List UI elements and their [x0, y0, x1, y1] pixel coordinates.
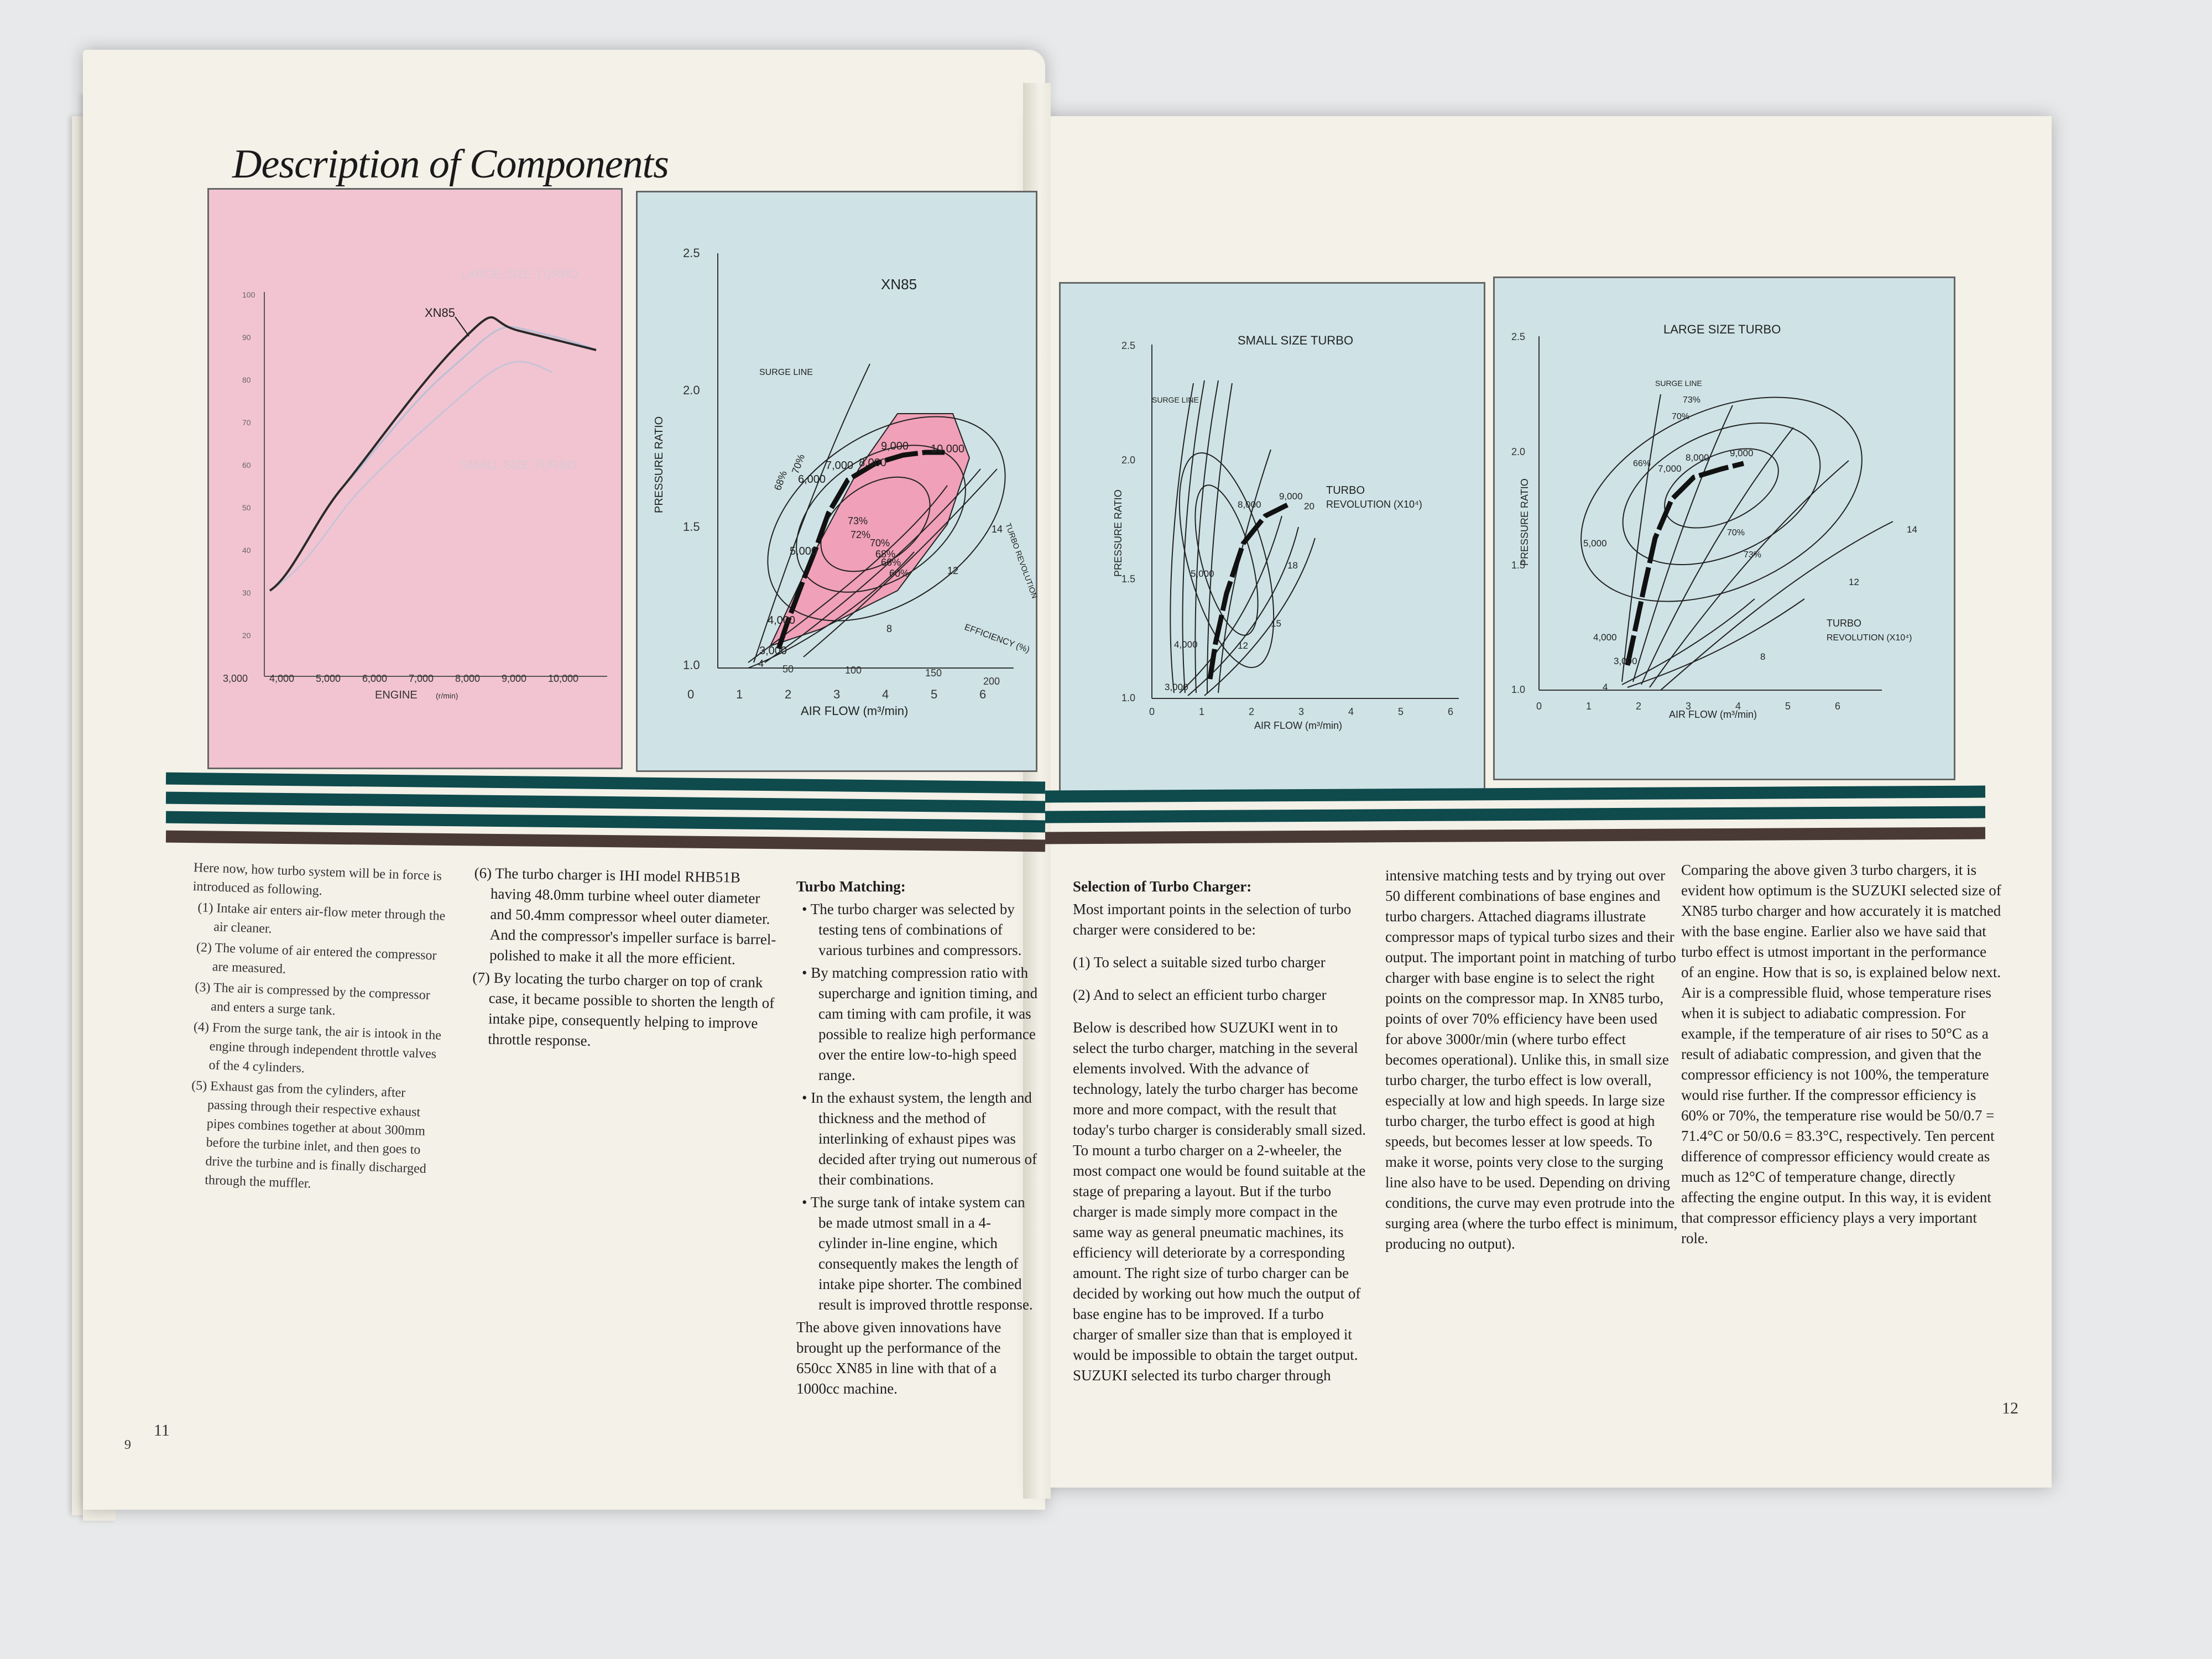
engine-y-tick: 60: [242, 461, 251, 469]
large-eff-label: 66%: [1633, 459, 1651, 468]
small-x-tick: 3: [1298, 706, 1305, 717]
small-turbo-label: TURBO: [1326, 484, 1365, 497]
col2-para: (6) The turbo charger is IHI model RHB51B having 48.0mm turbine wheel outer diameter and 50.4mm compressor wheel outer diameter. And the compressor's impeller surface is barrel-polished to make it all the more efficient.: [474, 864, 776, 968]
engine-x-tick: 9,000: [502, 673, 527, 684]
small-rev-label: 18: [1287, 560, 1298, 571]
engine-y-tick: 40: [242, 546, 251, 555]
xn85-x-tick: 2: [785, 687, 792, 701]
xn85-y-tick: 1.0: [683, 658, 700, 672]
xn85-efficiency-label: 68%: [771, 469, 790, 492]
large-eff-label: 70%: [1672, 412, 1690, 421]
large-x-tick: 6: [1835, 701, 1841, 712]
small-y-tick: 1.5: [1121, 573, 1136, 585]
engine-y-tick: 100: [242, 290, 255, 299]
col3-bullet-text: The surge tank of intake system can be made utmost small in a 4-cylinder in-line engine, which consequently makes the length of intake pipe shorter. The combined result is improved throttle response.: [810, 1194, 1033, 1313]
col1-para: (5) Exhaust gas from the cylinders, after passing through their respective exhaust pipes combines together at about 300mm before the turbine inlet, and then goes to drive the turbine and is finally discharged through the muffler.: [191, 1078, 427, 1191]
small-x-tick: 1: [1199, 706, 1205, 717]
large-rev-label: 8: [1760, 651, 1766, 662]
small-surge-label: SURGE LINE: [1152, 395, 1199, 404]
page-number-right: 12: [2002, 1399, 2018, 1417]
large-rpm-label: 4,000: [1593, 632, 1617, 643]
xn85-x-tick: 0: [687, 687, 695, 701]
small-x-tick: 5: [1398, 706, 1404, 717]
engine-y-tick: 20: [242, 631, 251, 640]
xn85-rpm-label: 5,000: [790, 545, 818, 557]
text-column-2: [466, 863, 779, 1057]
xn85-efficiency-label: 70%: [870, 538, 890, 549]
xn85-x-tick: 4: [882, 687, 889, 701]
text-column-5: [1385, 865, 1678, 1256]
large-turbo-map: [1495, 278, 1954, 779]
large-x-label: AIR FLOW (m³/min): [1669, 709, 1757, 720]
large-x-tick: 5: [1785, 701, 1791, 712]
xn85-rev-label: 12: [947, 565, 959, 576]
xn85-y-tick: 2.0: [683, 383, 700, 397]
small-rev-label: 20: [1304, 501, 1314, 512]
small-turbo-label: SMALL SIZE TURBO: [461, 458, 577, 472]
col3-bullet: • In the exhaust system, the length and thickness and the method of interlinking of exhaust pipes was decided after trying out numerous of their combinations.: [802, 1089, 1037, 1188]
xn85-surge-label: SURGE LINE: [759, 368, 813, 377]
col3-bullet-text: The turbo charger was selected by testing tens of combinations of various turbines and compressors.: [810, 901, 1022, 958]
engine-x-tick: 4,000: [269, 673, 295, 684]
xn85-y-tick: 1.5: [683, 520, 700, 534]
engine-x-unit: (r/min): [436, 691, 458, 700]
xn85-efficiency-label: 66%: [881, 557, 901, 568]
engine-x-tick: 10,000: [548, 673, 579, 684]
page-number-underneath: 9: [124, 1438, 131, 1452]
xn85-x-tick: 1: [736, 687, 743, 701]
small-x-tick: 0: [1149, 706, 1155, 717]
large-eff-label: 73%: [1744, 550, 1762, 560]
small-rev-label: 12: [1238, 640, 1248, 651]
xn85-efficiency-label: 72%: [851, 529, 871, 540]
large-rpm-label: 9,000: [1730, 448, 1754, 458]
large-rpm-label: 5,000: [1583, 538, 1607, 549]
xn85-efficiency-label: 73%: [848, 515, 868, 526]
large-turbo-map-panel: [1493, 276, 1955, 780]
xn85-map-title: XN85: [881, 276, 917, 293]
text-column-1: [182, 858, 454, 1200]
large-x-tick: 1: [1586, 701, 1592, 712]
col1-para: (3) The air is compressed by the compressor and enters a surge tank.: [195, 980, 431, 1019]
xn85-rpm-label: 4,000: [768, 614, 796, 627]
small-x-label: AIR FLOW (m³/min): [1254, 720, 1342, 731]
large-turbo-label: LARGE SIZE TURBO: [461, 267, 578, 281]
xn85-rpm-label: 8,000: [859, 457, 887, 469]
small-rpm-label: 5,000: [1191, 568, 1214, 579]
text-column-3: [796, 877, 1040, 1401]
col4-intro: Most important points in the selection of turbo charger were considered to be:: [1073, 901, 1352, 938]
col3-bullet-text: By matching compression ratio with supercharge and ignition timing, and cam timing with cam profile, it was possible to realize high performance over the entire low-to-high speed range.: [811, 964, 1038, 1083]
xn85-rpm-label: 9,000: [881, 440, 909, 452]
large-rpm-label: 8,000: [1686, 452, 1709, 463]
col2-para: (7) By locating the turbo charger on top of crank case, it became possible to shorten the length of intake pipe, consequently helping to improve throttle response.: [472, 969, 775, 1050]
xn85-efficiency-label: 70%: [789, 452, 807, 476]
xn85-y-label: PRESSURE RATIO: [653, 416, 665, 513]
col3-closing: The above given innovations have brought up the performance of the 650cc XN85 in line with that of a 1000cc machine.: [796, 1319, 1001, 1397]
engine-x-tick: 8,000: [455, 673, 481, 684]
engine-y-tick: 90: [242, 333, 251, 342]
large-x-tick: 4: [1735, 701, 1741, 712]
engine-y-tick: 50: [242, 503, 251, 512]
small-rpm-label: 3,000: [1165, 682, 1188, 692]
col4-point: (1) To select a suitable sized turbo charger: [1073, 954, 1326, 971]
xn85-x-tick: 5: [931, 687, 938, 701]
xn85-map-panel: [636, 191, 1040, 772]
large-rev-label: REVOLUTION (X10⁴): [1827, 633, 1912, 643]
large-turbo-label: TURBO: [1827, 618, 1861, 629]
col3-bullet: • The turbo charger was selected by testing tens of combinations of various turbines and compressors.: [802, 901, 1022, 958]
engine-chart: [209, 190, 621, 768]
engine-chart-panel: [207, 188, 623, 769]
large-surge-label: SURGE LINE: [1655, 379, 1702, 388]
col4-body: Below is described how SUZUKI went in to select the turbo charger, matching in the several elements involved. With the advance of technology, lately the turbo charger has become more and more compact, with the result that today's turbo charger is considerably small sized. To mount a turbo charger on a 2-wheeler, the most compact one would be found suitable at the stage of preparing a layout. But if the turbo charger is made simply more compact in the same way as general pneumatic machines, its efficiency will deteriorate by a corresponding amount. The right size of turbo charger can be decided by working out how much the output of base engine has to be improved. If a turbo charger of smaller size than that is employed it would be impossible to obtain the target output. SUZUKI selected its turbo charger through: [1073, 1019, 1366, 1384]
xn85-x2-tick: 200: [983, 676, 1000, 687]
col3-bullet: • The surge tank of intake system can be made utmost small in a 4-cylinder in-line engine, which consequently makes the length of intake pipe shorter. The combined result is improved throttle response.: [802, 1194, 1033, 1313]
large-map-title: LARGE SIZE TURBO: [1663, 322, 1781, 336]
col1-para: (2) The volume of air entered the compressor are measured.: [196, 940, 437, 977]
small-turbo-map: [1061, 284, 1484, 792]
large-x-tick: 0: [1536, 701, 1542, 712]
small-rpm-label: 8,000: [1238, 499, 1261, 510]
large-rev-label: 14: [1907, 524, 1917, 535]
col5-body: intensive matching tests and by trying out over 50 different combinations of base engines and turbo chargers. Attached diagrams illustrate compressor maps of typical turbo sizes and their output. The important point in matching of turbo charger with base engine is to select the right points on the compressor map. In XN85 turbo, points of over 70% efficiency have been used for above 3000r/min (where turbo effect becomes operational). Unlike this, in small size turbo charger, the turbo effect is low overall, especially at low and high speeds. In large size turbo charger, the turbo effect is good at high speeds, but becomes lesser at low speeds. To make it worse, points very close to the surging line also have to be used. Depending on driving conditions, the curve may even protrude into the surging area (where the turbo effect is minimum, producing no output).: [1385, 867, 1678, 1252]
section-heading: Description of Components: [232, 142, 669, 187]
small-turbo-map-panel: [1059, 282, 1485, 794]
col3-bullet: • By matching compression ratio with supercharge and ignition timing, and cam timing with cam profile, it was possible to realize high performance over the entire low-to-high speed range.: [802, 964, 1038, 1083]
xn85-x-tick: 3: [833, 687, 841, 701]
text-column-4: [1073, 877, 1371, 1388]
large-rpm-label: 3,000: [1614, 656, 1637, 666]
small-x-tick: 6: [1448, 706, 1454, 717]
xn85-efficiency-label: 60%: [889, 568, 910, 579]
xn85-rev-label: 4: [758, 658, 764, 669]
xn85-efficiency-label: 68%: [875, 549, 896, 560]
xn85-rpm-label: 3,000: [759, 645, 787, 657]
large-x-tick: 3: [1686, 701, 1692, 712]
small-y-tick: 2.5: [1121, 340, 1136, 351]
col3-bullet-text: In the exhaust system, the length and thickness and the method of interlinking of exhaust pipes was decided after trying out numerous of their combinations.: [811, 1089, 1037, 1188]
large-rpm-label: 7,000: [1658, 463, 1682, 474]
large-y-label: PRESSURE RATIO: [1519, 478, 1530, 566]
small-rpm-label: 4,000: [1174, 639, 1198, 650]
col1-para: (4) From the surge tank, the air is intook in the engine through independent throttle valves of the 4 cylinders.: [193, 1020, 442, 1076]
small-x-tick: 4: [1348, 706, 1354, 717]
xn85-rpm-label: 10,000: [931, 443, 965, 455]
engine-y-tick: 70: [242, 418, 251, 427]
small-y-label: PRESSURE RATIO: [1113, 489, 1124, 577]
xn85-x-tick: 6: [979, 687, 987, 701]
xn85-x2-tick: 100: [845, 665, 862, 676]
col6-body: Comparing the above given 3 turbo chargers, it is evident how optimum is the SUZUKI selected size of XN85 turbo charger and how accurately it is matched with the base engine. Earlier also we have said that turbo effect is utmost important in the performance of an engine. How that is so, is explained below next. Air is a compressible fluid, whose temperature rises when it is subject to adiabatic compression. For example, if the temperature of air rises to 50°C as a result of adiabatic compression, and given that the compressor efficiency is not 100%, the temperature would rise further. If the compressor efficiency is 60% or 70%, the temperature rise would be 50/0.7 = 71.4°C or 50/0.6 = 83.3°C, respectively. Ten percent difference of compressor efficiency would create as much as 12°C of temperature change, directly affecting the engine output. In this way, it is evident that compressor efficiency plays a very important role.: [1681, 862, 2001, 1246]
xn85-rpm-label: 6,000: [798, 473, 826, 486]
small-rpm-label: 9,000: [1279, 491, 1303, 502]
engine-y-tick: 30: [242, 588, 251, 597]
engine-x-tick: 3,000: [223, 673, 248, 684]
xn85-curve-label: XN85: [425, 306, 456, 320]
xn85-x-label: AIR FLOW (m³/min): [801, 704, 909, 718]
large-eff-label: 73%: [1683, 395, 1701, 405]
engine-x-label: ENGINE: [375, 689, 418, 701]
large-rev-label: 4: [1603, 682, 1608, 692]
large-y-tick: 2.5: [1511, 331, 1526, 342]
engine-x-tick: 5,000: [316, 673, 341, 684]
text-column-6: [1681, 860, 2002, 1251]
col4-point: (2) And to select an efficient turbo charger: [1073, 987, 1327, 1003]
xn85-y-tick: 2.5: [683, 246, 700, 260]
engine-x-tick: 6,000: [362, 673, 388, 684]
selection-heading: Selection of Turbo Charger:: [1073, 878, 1252, 895]
xn85-rev-label: 14: [992, 524, 1003, 535]
small-y-tick: 2.0: [1121, 455, 1136, 466]
engine-x-tick: 7,000: [409, 673, 434, 684]
large-rev-label: 12: [1849, 577, 1859, 587]
page-number-left: 11: [154, 1421, 170, 1439]
small-x-tick: 2: [1249, 706, 1255, 717]
turbo-matching-heading: Turbo Matching:: [796, 878, 906, 895]
small-map-title: SMALL SIZE TURBO: [1238, 333, 1354, 347]
col1-para: Here now, how turbo system will be in force is introduced as following.: [192, 860, 442, 899]
xn85-efficiency-label: EFFICIENCY (%): [963, 622, 1031, 655]
large-x-tick: 2: [1636, 701, 1642, 712]
small-rev-label: 15: [1271, 618, 1281, 629]
large-y-tick: 1.0: [1511, 684, 1526, 695]
engine-y-tick: 80: [242, 375, 251, 384]
small-rev-label: REVOLUTION (X10⁴): [1326, 499, 1422, 510]
small-y-tick: 1.0: [1121, 692, 1136, 703]
xn85-rev-label: 8: [886, 623, 893, 634]
large-y-tick: 1.5: [1511, 560, 1526, 571]
xn85-x2-tick: 50: [782, 664, 794, 675]
xn85-turbo-label: TURBO REVOLUTION: [1004, 521, 1040, 600]
large-y-tick: 2.0: [1511, 446, 1526, 457]
xn85-x2-tick: 150: [925, 667, 942, 679]
large-eff-label: 70%: [1727, 528, 1745, 538]
col1-para: (1) Intake air enters air-flow meter through the air cleaner.: [197, 900, 446, 936]
xn85-map: [638, 192, 1040, 770]
xn85-rpm-label: 7,000: [826, 460, 854, 472]
